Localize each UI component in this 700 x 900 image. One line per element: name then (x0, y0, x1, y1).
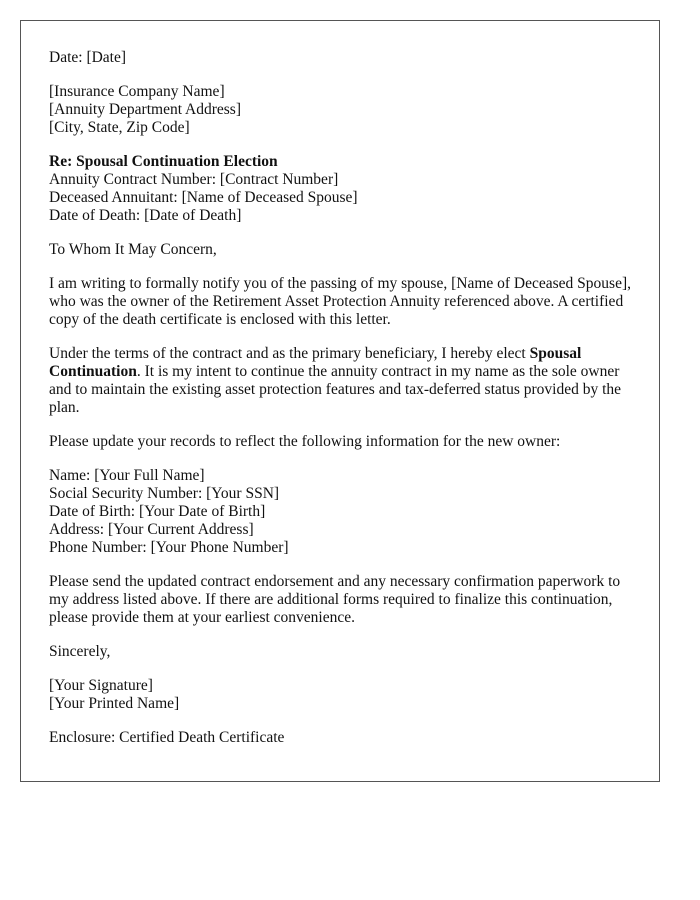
recipient-address (49, 83, 639, 137)
salutation-block (49, 241, 639, 259)
subject-line: Re: Spousal Continuation Election (49, 153, 278, 170)
recipient-company: [Insurance Company Name] (49, 83, 225, 100)
closing-block (49, 643, 639, 661)
signature-placeholder: [Your Signature] (49, 677, 153, 694)
enclosure-line: Enclosure: Certified Death Certificate (49, 729, 285, 746)
salutation: To Whom It May Concern, (49, 241, 217, 258)
enclosure-block (49, 729, 639, 747)
deceased-annuitant-line: Deceased Annuitant: [Name of Deceased Spouse] (49, 189, 358, 206)
election-text-before: Under the terms of the contract and as the primary beneficiary, I hereby elect (49, 345, 530, 362)
recipient-department-address: [Annuity Department Address] (49, 101, 241, 118)
subject-block (49, 153, 639, 225)
notification-paragraph: I am writing to formally notify you of the passing of my spouse, [Name of Deceased Spouse], who was the owner of the Retirement Asset Protection Annuity referenced above. A certified copy of the death certificate is enclosed with this letter. (49, 275, 631, 328)
owner-name-line: Name: [Your Full Name] (49, 467, 205, 484)
date-line: Date: [Date] (49, 49, 127, 66)
closing: Sincerely, (49, 643, 111, 660)
election-paragraph (49, 345, 639, 417)
recipient-city-state-zip: [City, State, Zip Code] (49, 119, 190, 136)
owner-address-line: Address: [Your Current Address] (49, 521, 254, 538)
owner-dob-line: Date of Birth: [Your Date of Birth] (49, 503, 266, 520)
signature-block (49, 677, 639, 713)
date-block (49, 49, 639, 67)
owner-ssn-line: Social Security Number: [Your SSN] (49, 485, 280, 502)
owner-phone-line: Phone Number: [Your Phone Number] (49, 539, 289, 556)
letter-page (20, 20, 660, 782)
date-of-death-line: Date of Death: [Date of Death] (49, 207, 242, 224)
update-request-paragraph: Please update your records to reflect the following information for the new owner: (49, 433, 561, 450)
new-owner-info (49, 467, 639, 557)
contract-number-line: Annuity Contract Number: [Contract Number] (49, 171, 339, 188)
election-text-after: . It is my intent to continue the annuity contract in my name as the sole owner and to maintain the existing asset protection features and tax-deferred status provided by the plan. (49, 363, 622, 416)
election-emphasis: Spousal Continuation (49, 345, 582, 380)
letter-body (49, 49, 639, 763)
printed-name-placeholder: [Your Printed Name] (49, 695, 180, 712)
paperwork-request-paragraph: Please send the updated contract endorsement and any necessary confirmation paperwork to my address listed above. If there are additional forms required to finalize this continuation, please provide them at your earliest convenience. (49, 573, 621, 626)
